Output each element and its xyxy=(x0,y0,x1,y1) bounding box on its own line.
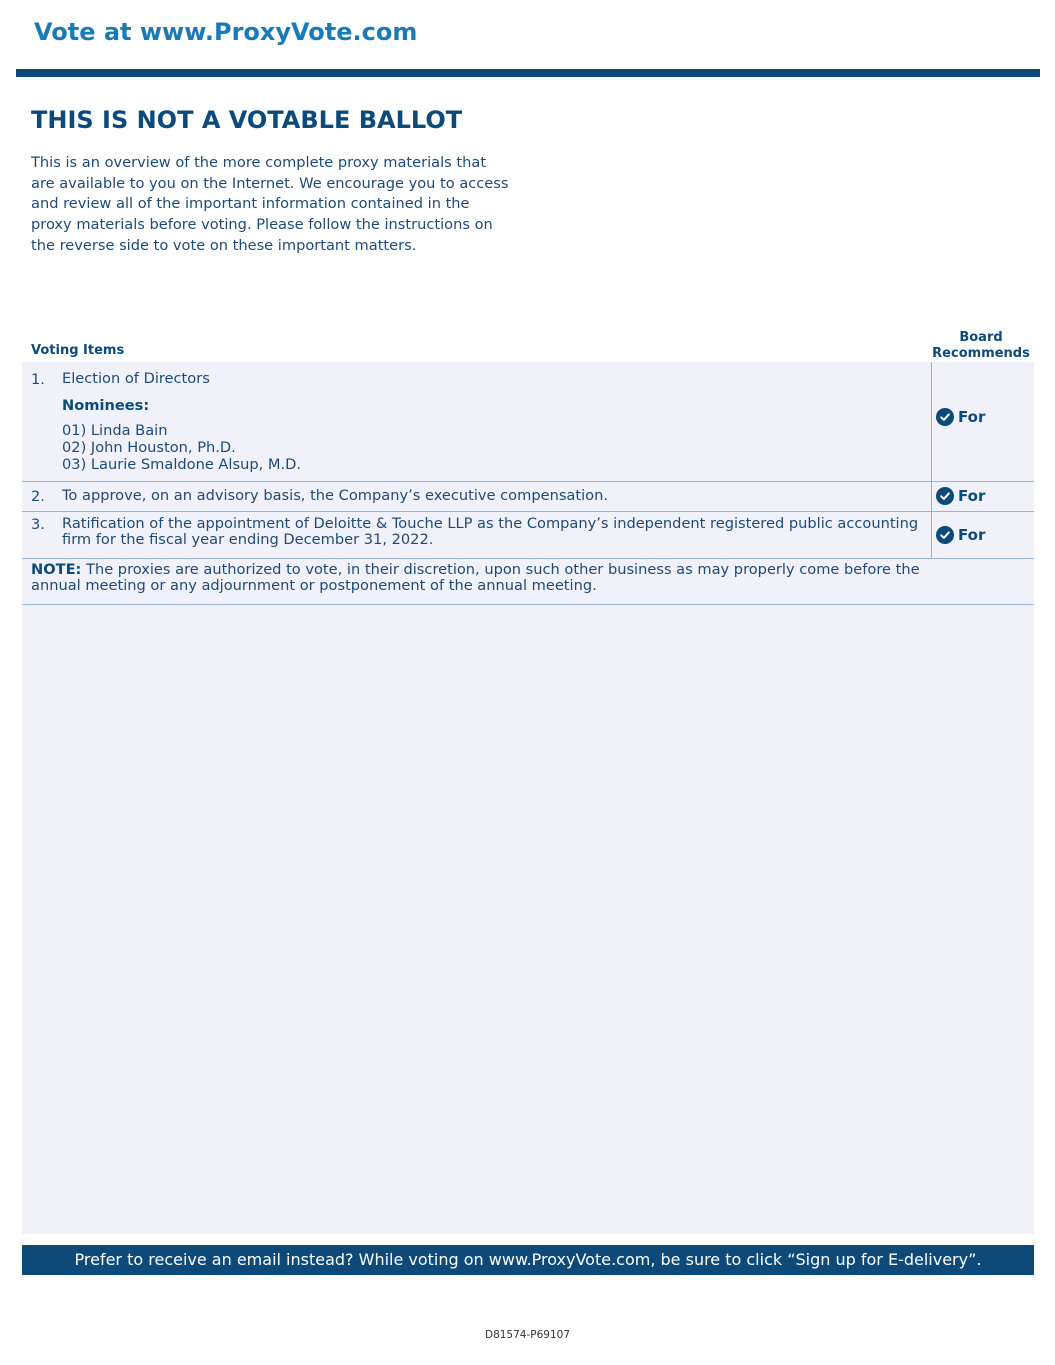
recommendation-label: For xyxy=(958,487,986,505)
header-divider xyxy=(16,69,1040,77)
intro-line: proxy materials before voting. Please follow the instructions on xyxy=(31,216,493,234)
note-row xyxy=(22,559,1034,605)
item-number: 1. xyxy=(31,371,45,388)
item-number: 3. xyxy=(31,516,45,533)
board-recommendation xyxy=(936,408,985,426)
intro-line: and review all of the important information contained in the xyxy=(31,195,470,213)
board-recommends-line1: Board xyxy=(959,330,1003,345)
voting-items-header: Voting Items xyxy=(31,343,125,358)
nominee-item: 03) Laurie Smaldone Alsup, M.D. xyxy=(62,456,301,473)
item-number: 2. xyxy=(31,488,45,505)
voting-items-panel xyxy=(22,362,1034,1234)
board-recommendation xyxy=(936,526,985,544)
intro-paragraph xyxy=(31,153,521,257)
voting-item-row xyxy=(22,482,1034,512)
document-code: D81574-P69107 xyxy=(484,1329,570,1341)
item-text: To approve, on an advisory basis, the Company’s executive compensation. xyxy=(62,487,608,504)
recommendation-label: For xyxy=(958,408,986,426)
column-divider xyxy=(931,362,932,481)
note-label: NOTE: xyxy=(31,561,82,578)
board-recommends-header xyxy=(928,330,1034,362)
column-divider xyxy=(931,482,932,511)
nominee-item: 02) John Houston, Ph.D. xyxy=(62,439,236,456)
edelivery-banner: Prefer to receive an email instead? While voting on www.ProxyVote.com, be sure to click “Sign up for E-delivery”. xyxy=(22,1245,1034,1275)
voting-item-row xyxy=(22,362,1034,482)
intro-line: are available to you on the Internet. We encourage you to access xyxy=(31,174,509,192)
item-text-line: Ratification of the appointment of Deloitte & Touche LLP as the Company’s independent registered public accounting xyxy=(62,515,919,532)
note-line1: The proxies are authorized to vote, in their discretion, upon such other business as may properly come before the xyxy=(81,561,920,578)
nominee-item: 01) Linda Bain xyxy=(62,422,168,439)
recommendation-label: For xyxy=(958,526,986,544)
board-recommendation xyxy=(936,487,985,505)
note-line2: annual meeting or any adjournment or postponement of the annual meeting. xyxy=(31,577,597,594)
column-divider xyxy=(931,512,932,558)
note-text xyxy=(31,562,931,594)
voting-item-row xyxy=(22,512,1034,559)
vote-url-title: Vote at www.ProxyVote.com xyxy=(34,18,418,46)
nominees-label: Nominees: xyxy=(62,397,150,414)
checkmark-icon xyxy=(936,487,954,505)
page-title: THIS IS NOT A VOTABLE BALLOT xyxy=(31,106,463,134)
checkmark-icon xyxy=(936,526,954,544)
intro-line: This is an overview of the more complete proxy materials that xyxy=(31,154,487,171)
item-text-line: firm for the fiscal year ending December 31, 2022. xyxy=(62,531,434,548)
board-recommends-line2: Recommends xyxy=(932,346,1030,361)
intro-line: the reverse side to vote on these important matters. xyxy=(31,236,417,254)
item-text: Election of Directors xyxy=(62,370,210,387)
checkmark-icon xyxy=(936,408,954,426)
